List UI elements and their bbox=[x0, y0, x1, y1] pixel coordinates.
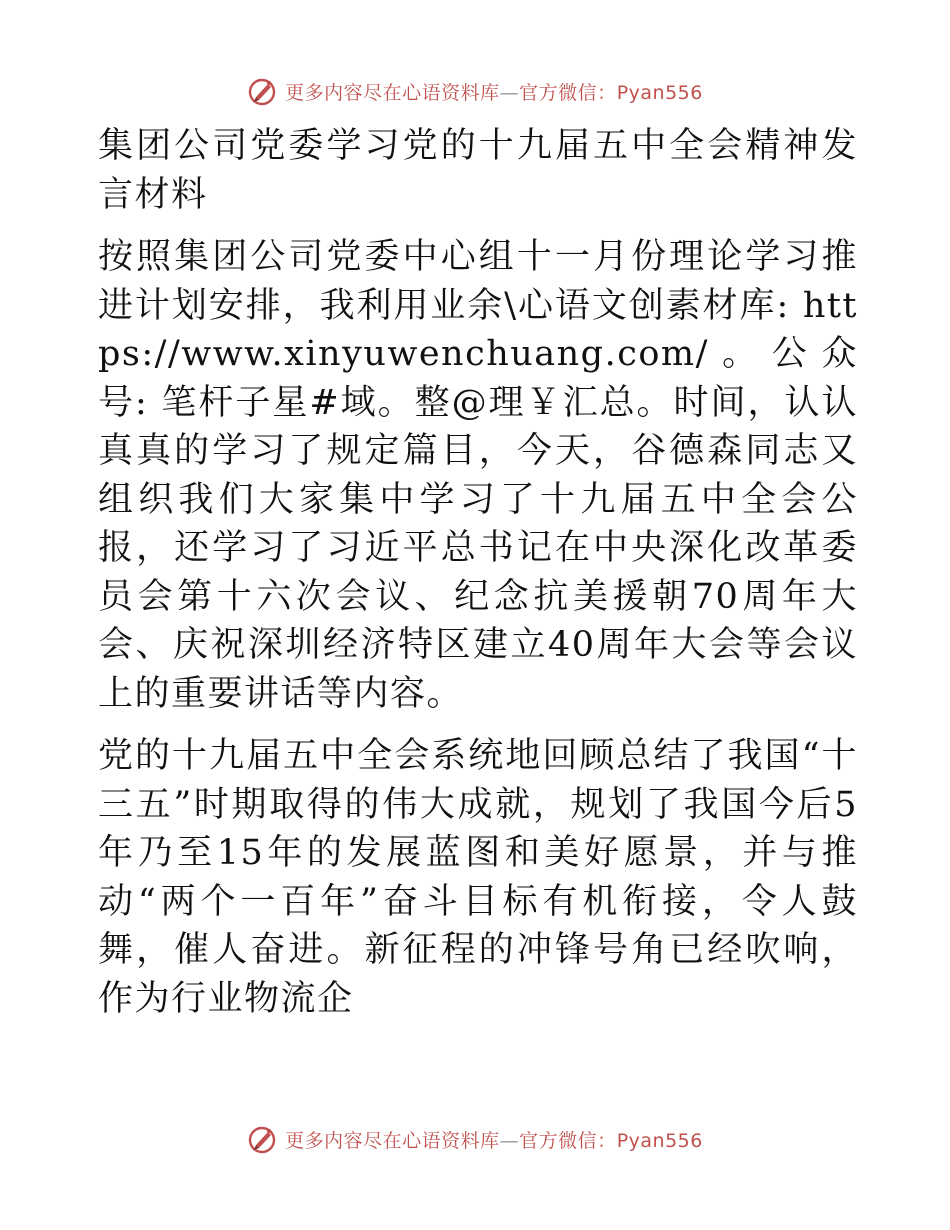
watermark-text bbox=[285, 78, 703, 105]
ink-pen-seal-icon bbox=[247, 75, 279, 107]
watermark-tail: 官方微信： bbox=[519, 81, 617, 104]
watermark-main: 更多内容尽在心语资料库 bbox=[285, 81, 500, 104]
watermark-tail: 官方微信： bbox=[519, 1129, 617, 1152]
watermark-separator: — bbox=[499, 1129, 520, 1152]
watermark-main: 更多内容尽在心语资料库 bbox=[285, 1129, 500, 1152]
watermark-brand: Pyan556 bbox=[616, 1129, 703, 1152]
paragraph-2: 党的十九届五中全会系统地回顾总结了我国“十三五”时期取得的伟大成就，规划了我国今后5年乃至15年的发展蓝图和美好愿景，并与推动“两个一百年”奋斗目标有机衔接，令人鼓舞，催人奋进。新征程的冲锋号角已经吹响，作为行业物流企 bbox=[98, 736, 858, 1019]
footer-watermark bbox=[0, 1121, 950, 1157]
document-title: 集团公司党委学习党的十九届五中全会精神发言材料 bbox=[98, 126, 858, 215]
paragraph-1: 按照集团公司党委中心组十一月份理论学习推进计划安排，我利用业余\心语文创素材库: https://www.xinyuwenchuang.com/。公众号: 笔杆子星#域。整@理￥汇总。时间，认认真真的学习了规定篇目，今天，谷德森同志又组织我们大家集中学习了十九届五中全会公报，还学习了习近平总书记在中央深化改革委员会第十六次会议、纪念抗美援朝70周年大会、庆祝深圳经济特区建立40周年大会等会议上的重要讲话等内容。 bbox=[98, 237, 858, 714]
watermark-brand: Pyan556 bbox=[616, 81, 703, 104]
document-body bbox=[98, 122, 858, 1037]
watermark-text bbox=[285, 1126, 703, 1153]
ink-pen-seal-icon bbox=[247, 1123, 279, 1155]
header-watermark bbox=[0, 73, 950, 109]
watermark-separator: — bbox=[499, 81, 520, 104]
